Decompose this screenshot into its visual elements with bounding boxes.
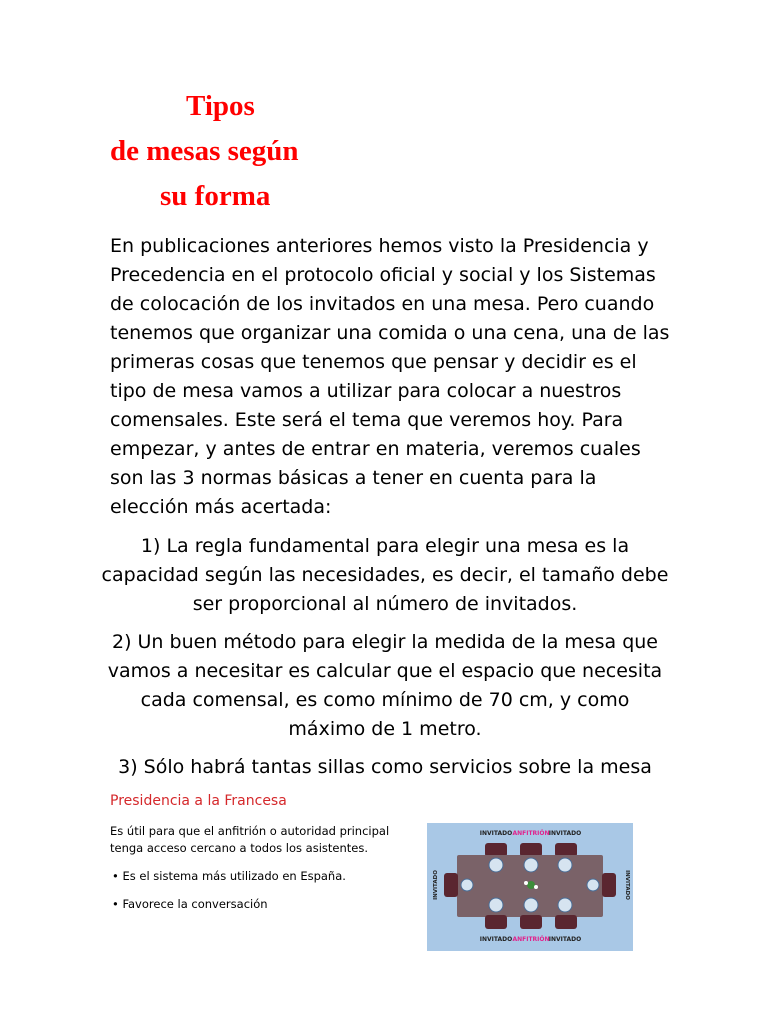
chair — [520, 915, 542, 929]
plate — [558, 898, 572, 912]
top-label-left: INVITADO — [479, 830, 513, 837]
title-line-1: Tipos — [186, 90, 255, 122]
chair — [602, 873, 616, 897]
section-title: Presidencia a la Francesa — [110, 793, 287, 809]
plate — [587, 879, 599, 891]
chair — [520, 843, 542, 857]
top-label-host: ANFITRIÓN — [512, 830, 550, 837]
section-description: Es útil para que el anfitrión o autoridad principal tenga acceso cercano a todos los asistentes. — [110, 824, 390, 855]
rule-2: 2) Un buen método para elegir la medida de la mesa que vamos a necesitar es calcular que el espacio que necesita cada comensal, es como mínimo de 70 cm, y como máximo de 1 metro. — [107, 631, 663, 740]
plate — [524, 898, 538, 912]
plate — [461, 879, 473, 891]
chair — [485, 843, 507, 857]
bullet-item: • Favorece la conversación — [112, 896, 412, 913]
bottom-label-right: INVITADO — [548, 936, 582, 943]
chair — [444, 873, 458, 897]
title-line-2: de mesas según — [110, 135, 299, 167]
top-label-right: INVITADO — [548, 830, 582, 837]
rule-1: 1) La regla fundamental para elegir una mesa es la capacidad según las necesidades, es decir, el tamaño debe ser proporcional al número de invitados. — [101, 535, 669, 615]
plate — [524, 858, 538, 872]
intro-paragraph: En publicaciones anteriores hemos visto la Presidencia y Precedencia en el protocolo oficial y social y los Sistemas de colocación de los invitados en una mesa. Pero cuando tenemos que organizar una comida o una cena, una de las primeras cosas que tenemos que pensar y decidir es el tipo de mesa vamos a utilizar para colocar a nuestros comensales. Este será el tema que veremos hoy. Para empezar, y antes de entrar en materia, veremos cuales son las 3 normas básicas a tener en cuenta para la elección más acertada: — [110, 235, 670, 518]
chair — [555, 915, 577, 929]
table-seating-diagram — [427, 823, 633, 951]
rule-3: 3) Sólo habrá tantas sillas como servicios sobre la mesa — [118, 756, 652, 778]
plate — [489, 858, 503, 872]
bottom-label-left: INVITADO — [479, 936, 513, 943]
title-line-3: su forma — [160, 180, 271, 212]
bullet-item: • Es el sistema más utilizado en España. — [112, 868, 412, 885]
plate — [489, 898, 503, 912]
left-label: INVITADO — [433, 870, 439, 900]
right-label: INVITADO — [624, 870, 630, 900]
chair — [555, 843, 577, 857]
plate — [558, 858, 572, 872]
bottom-label-host: ANFITRIÓN — [512, 936, 550, 943]
document-title — [100, 84, 360, 219]
section-bullet-list — [112, 868, 412, 924]
chair — [485, 915, 507, 929]
